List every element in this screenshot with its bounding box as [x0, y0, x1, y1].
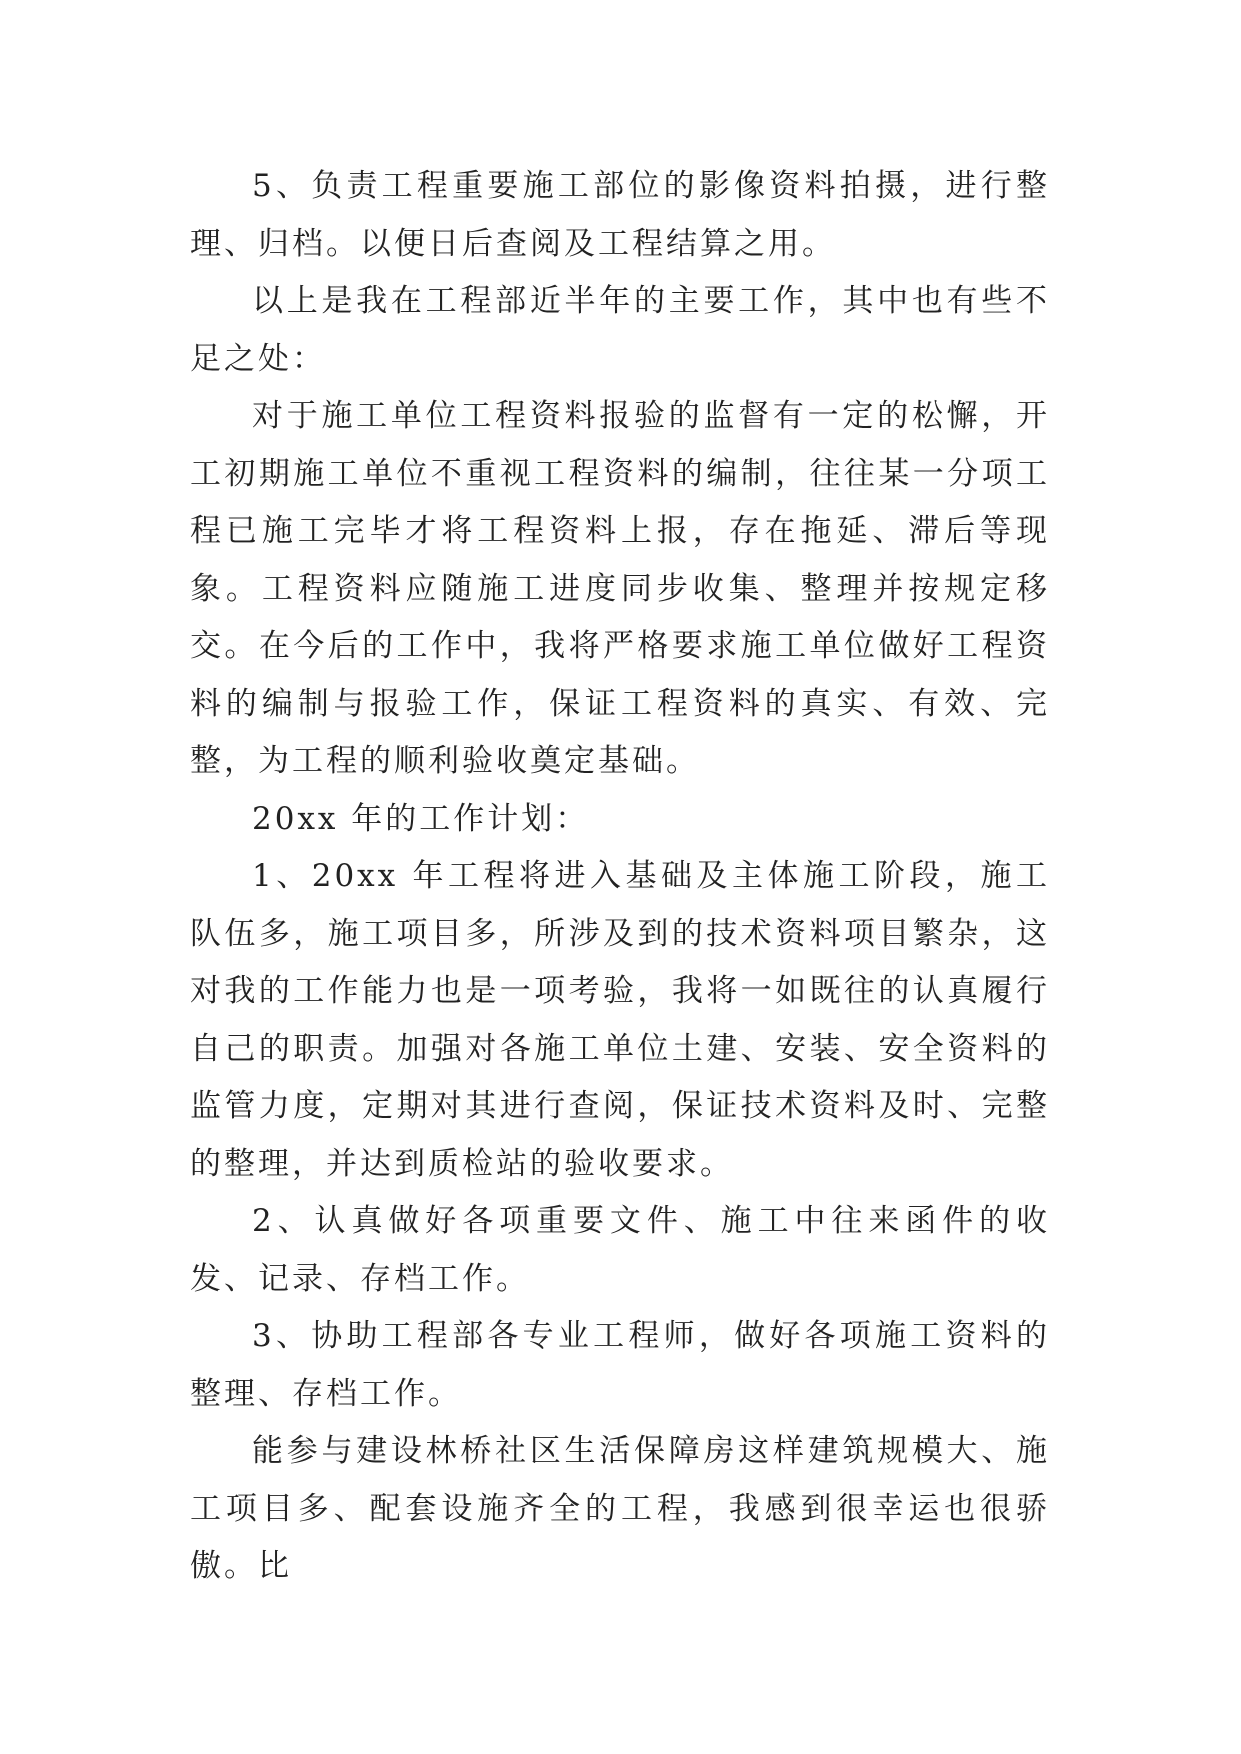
paragraph-item-5-imaging: 5、负责工程重要施工部位的影像资料拍摄，进行整理、归档。以便日后查阅及工程结算之用。 — [190, 168, 1050, 262]
paragraph-plan-item-3: 3、协助工程部各专业工程师，做好各项施工资料的整理、存档工作。 — [190, 1318, 1050, 1412]
paragraph-closing: 能参与建设林桥社区生活保障房这样建筑规模大、施工项目多、配套设施齐全的工程，我感到很幸运也很骄傲。比 — [190, 1433, 1050, 1584]
paragraph-plan-heading: 20xx 年的工作计划： — [252, 800, 590, 837]
paragraph-shortcomings: 对于施工单位工程资料报验的监督有一定的松懈，开工初期施工单位不重视工程资料的编制，往往某一分项工程已施工完毕才将工程资料上报，存在拖延、滞后等现象。工程资料应随施工进度同步收集、整理并按规定移交。在今后的工作中，我将严格要求施工单位做好工程资料的编制与报验工作，保证工程资料的真实、有效、完整，为工程的顺利验收奠定基础。 — [190, 398, 1050, 779]
paragraph-summary: 以上是我在工程部近半年的主要工作，其中也有些不足之处： — [190, 283, 1050, 377]
document-body — [190, 158, 1050, 1596]
paragraph-plan-item-2: 2、认真做好各项重要文件、施工中往来函件的收发、记录、存档工作。 — [190, 1203, 1050, 1297]
paragraph-plan-item-1: 1、20xx 年工程将进入基础及主体施工阶段，施工队伍多，施工项目多，所涉及到的技术资料项目繁杂，这对我的工作能力也是一项考验，我将一如既往的认真履行自己的职责。加强对各施工单位土建、安装、安全资料的监管力度，定期对其进行查阅，保证技术资料及时、完整的整理，并达到质检站的验收要求。 — [190, 858, 1050, 1182]
